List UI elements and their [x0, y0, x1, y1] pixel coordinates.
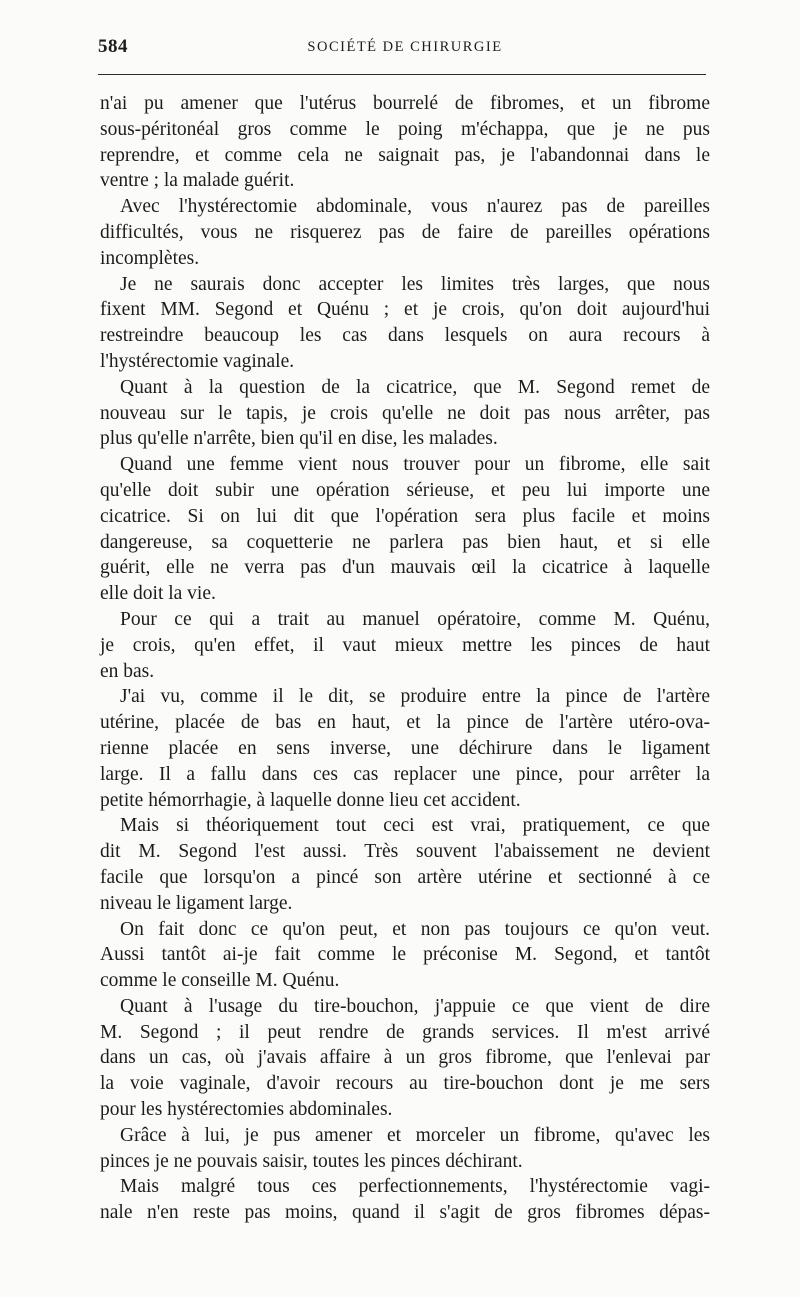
text-line: qu'elle doit subir une opération sérieuse, et peu lui importe une: [100, 479, 710, 501]
text-line: guérit, elle ne verra pas d'un mauvais œil la cicatrice à laquelle: [100, 557, 710, 579]
body-text: [100, 91, 710, 1226]
text-line: utérine, placée de bas en haut, et la pince de l'artère utéro-ova-: [100, 712, 710, 734]
text-line: comme le conseille M. Quénu.: [100, 970, 340, 992]
text-line: en bas.: [100, 660, 155, 682]
header-rule: [98, 74, 706, 75]
text-line: sous-péritonéal gros comme le poing m'échappa, que je ne pus: [100, 118, 710, 140]
text-line: difficultés, vous ne risquerez pas de faire de pareilles opérations: [100, 221, 710, 243]
text-line: pinces je ne pouvais saisir, toutes les pinces déchirant.: [100, 1150, 523, 1172]
text-line: restreindre beaucoup les cas dans lesquels on aura recours à: [100, 325, 710, 347]
text-line: Mais malgré tous ces perfectionnements, l'hystérectomie vagi-: [120, 1176, 710, 1198]
text-line: dans un cas, où j'avais affaire à un gros fibrome, que l'enlevai par: [100, 1047, 710, 1069]
text-line: Grâce à lui, je pus amener et morceler un fibrome, qu'avec les: [120, 1124, 710, 1146]
text-line: Quand une femme vient nous trouver pour un fibrome, elle sait: [120, 454, 710, 476]
text-line: dit M. Segond l'est aussi. Très souvent l'abaissement ne devient: [100, 841, 710, 863]
text-line: nale n'en reste pas moins, quand il s'agit de gros fibromes dépas-: [100, 1202, 710, 1224]
text-line: cicatrice. Si on lui dit que l'opération sera plus facile et moins: [100, 505, 710, 527]
text-line: ventre ; la malade guérit.: [100, 170, 295, 192]
text-line: la voie vaginale, d'avoir recours au tire-bouchon dont je me sers: [100, 1073, 710, 1095]
text-line: l'hystérectomie vaginale.: [100, 350, 295, 372]
text-line: dangereuse, sa coquetterie ne parlera pas bien haut, et si elle: [100, 531, 710, 553]
text-line: M. Segond ; il peut rendre de grands services. Il m'est arrivé: [100, 1021, 710, 1043]
text-line: large. Il a fallu dans ces cas replacer une pince, pour arrêter la: [100, 763, 710, 785]
text-line: petite hémorrhagie, à laquelle donne lieu cet accident.: [100, 789, 521, 811]
text-line: n'ai pu amener que l'utérus bourrelé de fibromes, et un fibrome: [100, 93, 710, 114]
text-line: pour les hystérectomies abdominales.: [100, 1099, 393, 1121]
text-line: niveau le ligament large.: [100, 892, 293, 914]
text-line: elle doit la vie.: [100, 583, 216, 605]
text-line: plus qu'elle n'arrête, bien qu'il en dise, les malades.: [100, 428, 498, 450]
text-line: reprendre, et comme cela ne saignait pas, je l'abandonnai dans le: [100, 144, 710, 166]
text-line: nouveau sur le tapis, je crois qu'elle ne doit pas nous arrêter, pas: [100, 402, 710, 424]
text-line: Quant à l'usage du tire-bouchon, j'appuie ce que vient de dire: [120, 995, 710, 1017]
text-line: facile que lorsqu'on a pincé son artère utérine et sectionné à ce: [100, 866, 710, 888]
page-number: 584: [98, 36, 128, 57]
text-line: Pour ce qui a trait au manuel opératoire, comme M. Quénu,: [120, 608, 710, 630]
text-line: incomplètes.: [100, 247, 200, 269]
text-line: rienne placée en sens inverse, une déchirure dans le ligament: [100, 737, 710, 759]
text-line: Avec l'hystérectomie abdominale, vous n'aurez pas de pareilles: [120, 196, 710, 218]
text-line: je crois, qu'en effet, il vaut mieux mettre les pinces de haut: [100, 634, 710, 656]
text-line: Mais si théoriquement tout ceci est vrai, pratiquement, ce que: [120, 815, 710, 837]
text-line: On fait donc ce qu'on peut, et non pas toujours ce qu'on veut.: [120, 918, 710, 940]
journal-title: SOCIÉTÉ DE CHIRURGIE: [307, 39, 503, 55]
text-line: Quant à la question de la cicatrice, que M. Segond remet de: [120, 376, 710, 398]
text-line: Aussi tantôt ai-je fait comme le préconise M. Segond, et tantôt: [100, 944, 710, 966]
running-head: [96, 36, 708, 62]
text-line: fixent MM. Segond et Quénu ; et je crois, qu'on doit aujourd'hui: [100, 299, 710, 321]
text-line: Je ne saurais donc accepter les limites très larges, que nous: [120, 273, 710, 295]
text-line: J'ai vu, comme il le dit, se produire entre la pince de l'artère: [120, 686, 710, 708]
